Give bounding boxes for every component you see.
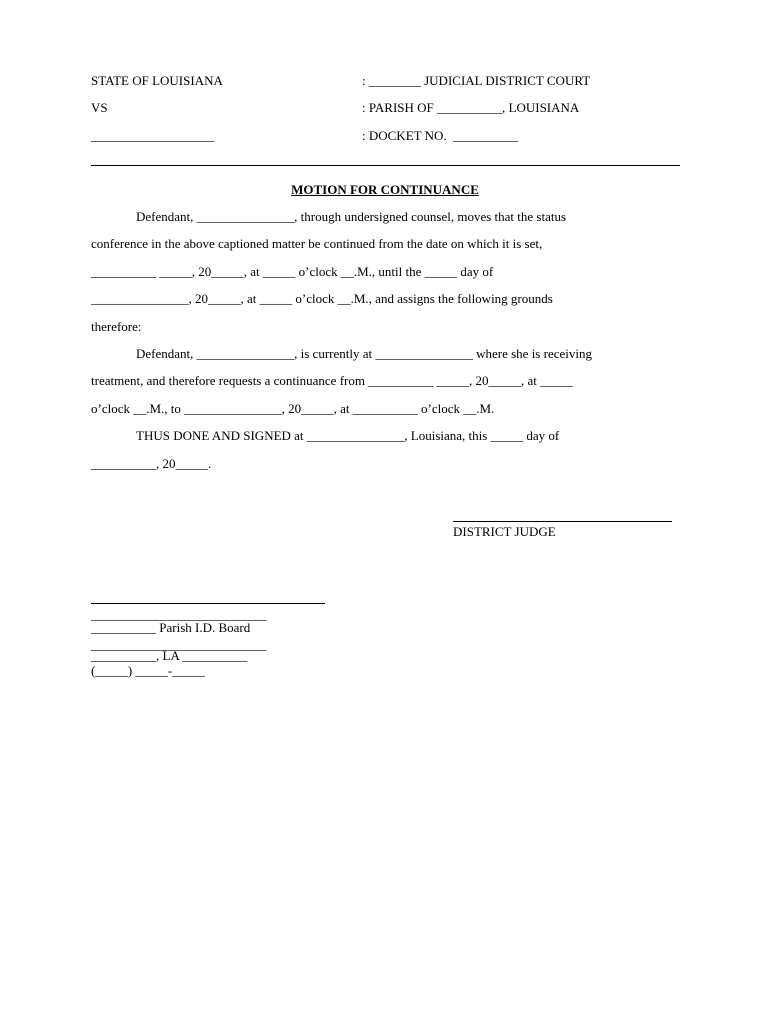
address-line: ___________________________ [91,637,267,652]
body-line: conference in the above captioned matter be continued from the date on which it is set, [91,236,543,251]
body-line: __________, 20_____. [91,456,212,471]
judge-signature-label: DISTRICT JUDGE [453,524,556,539]
body-line: therefore: [91,319,142,334]
caption-vs: VS [91,100,108,115]
address-line: __________ Parish I.D. Board [91,620,251,635]
document-title: MOTION FOR CONTINUANCE [291,182,479,197]
judge-signature-line [453,521,672,522]
body-line: Defendant, _______________, through undersigned counsel, moves that the status [136,209,567,224]
counsel-signature-line [91,603,325,604]
body-line: treatment, and therefore requests a continuance from __________ _____, 20_____, at _____ [91,373,573,388]
caption-state: STATE OF LOUISIANA [91,73,223,88]
caption-docket: : DOCKET NO. __________ [362,128,519,143]
body-line: _______________, 20_____, at _____ o’clock __.M., and assigns the following grounds [91,291,553,306]
caption-court: : ________ JUDICIAL DISTRICT COURT [362,73,591,88]
body-line: o’clock __.M., to _______________, 20_____, at __________ o’clock __.M. [91,401,495,416]
caption-divider [91,165,680,166]
address-line: (_____) _____-_____ [91,663,205,678]
body-line: Defendant, _______________, is currently at _______________ where she is receiving [136,346,592,361]
body-line: __________ _____, 20_____, at _____ o’clock __.M., until the _____ day of [91,264,494,279]
address-line: ___________________________ [91,607,267,622]
caption-defendant-blank: ___________________ [91,128,215,143]
address-line: __________, LA __________ [91,648,248,663]
caption-parish: : PARISH OF __________, LOUISIANA [362,100,580,115]
body-line: THUS DONE AND SIGNED at _______________, Louisiana, this _____ day of [136,428,560,443]
